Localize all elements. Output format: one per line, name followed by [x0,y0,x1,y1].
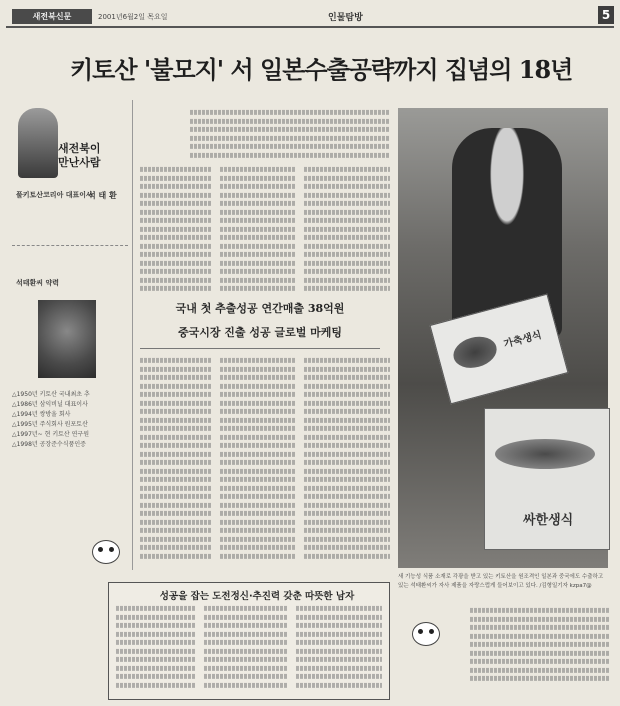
profile-box-title: 성공을 잡는 도전정신·추진력 갖춘 따뜻한 남자 [159,591,355,602]
profile-column-3 [296,604,382,694]
side-note [470,606,610,696]
body-column-2 [220,165,296,295]
career-item: △1950년 키토산 국내최초 추 [12,391,90,398]
divider [140,348,380,349]
product-label-top: 가축생식 [502,329,543,351]
issue-date: 2001년6월2일 목요일 [98,13,168,21]
product-image [450,332,500,372]
product-image [495,439,595,469]
career-item: △1986년 삼익비닐 대표이사 [12,401,88,408]
career-item: △1994년 쌍방울 회사 [12,411,71,418]
headline: 키토산 '불모지' 서 일본수출공략까지 집념의 18년 [70,55,573,84]
section-name: 인물탐방 [328,13,363,23]
body-column-4 [140,356,212,576]
product-box-bottom [484,408,610,550]
column-title-line2: 만난사람 [58,156,101,169]
page-header [6,8,614,28]
body-column-3 [304,165,390,295]
column-title-line1: 새전북이 [58,142,101,155]
subheadline-1: 국내 첫 추출성공 연간매출 38억원 [175,302,345,315]
product-label-bottom: 싸한생식 [523,513,574,528]
column-title [58,142,128,170]
person-name: 석 태 환 [88,191,117,200]
career-item: △1995년 주식회사 원포토산 [12,421,88,428]
person-portrait [38,300,96,378]
career-heading: 석태환씨 약력 [16,279,60,287]
article-photo [398,108,608,568]
body-column-1 [140,165,212,295]
photo-caption: 새 기능성 식품 소재로 각광을 받고 있는 키토산을 원조격인 일본과 중국에도 수출하고 있는 석태환씨가 자사 제품을 자랑스럽게 들어보이고 있다. /김형일기자 kzpa7@ [398,574,604,589]
mascot-icon [92,540,120,564]
column-rule [132,100,133,570]
subheadline-2: 중국시장 진출 성공 글로벌 마케팅 [177,326,343,339]
sidebar [8,100,128,570]
lead-paragraph [190,108,390,158]
career-list [12,390,126,450]
profile-column-2 [204,604,288,694]
body-column-5 [220,356,296,576]
company-name: 풀키토산코리아 대표이사 [16,191,93,199]
mascot-icon [412,622,440,646]
product-box-top [429,294,568,405]
divider [12,245,128,246]
profile-column-1 [116,604,196,694]
career-item: △1998년 공장준수식품인증 [12,441,86,448]
body-column-6 [304,356,390,576]
page-number: 5 [598,6,614,24]
columnist-portrait [18,108,58,178]
section-tag: 새전북신문 [12,9,92,24]
career-item: △1997년~ 현 키토산 연구원 [12,431,90,438]
